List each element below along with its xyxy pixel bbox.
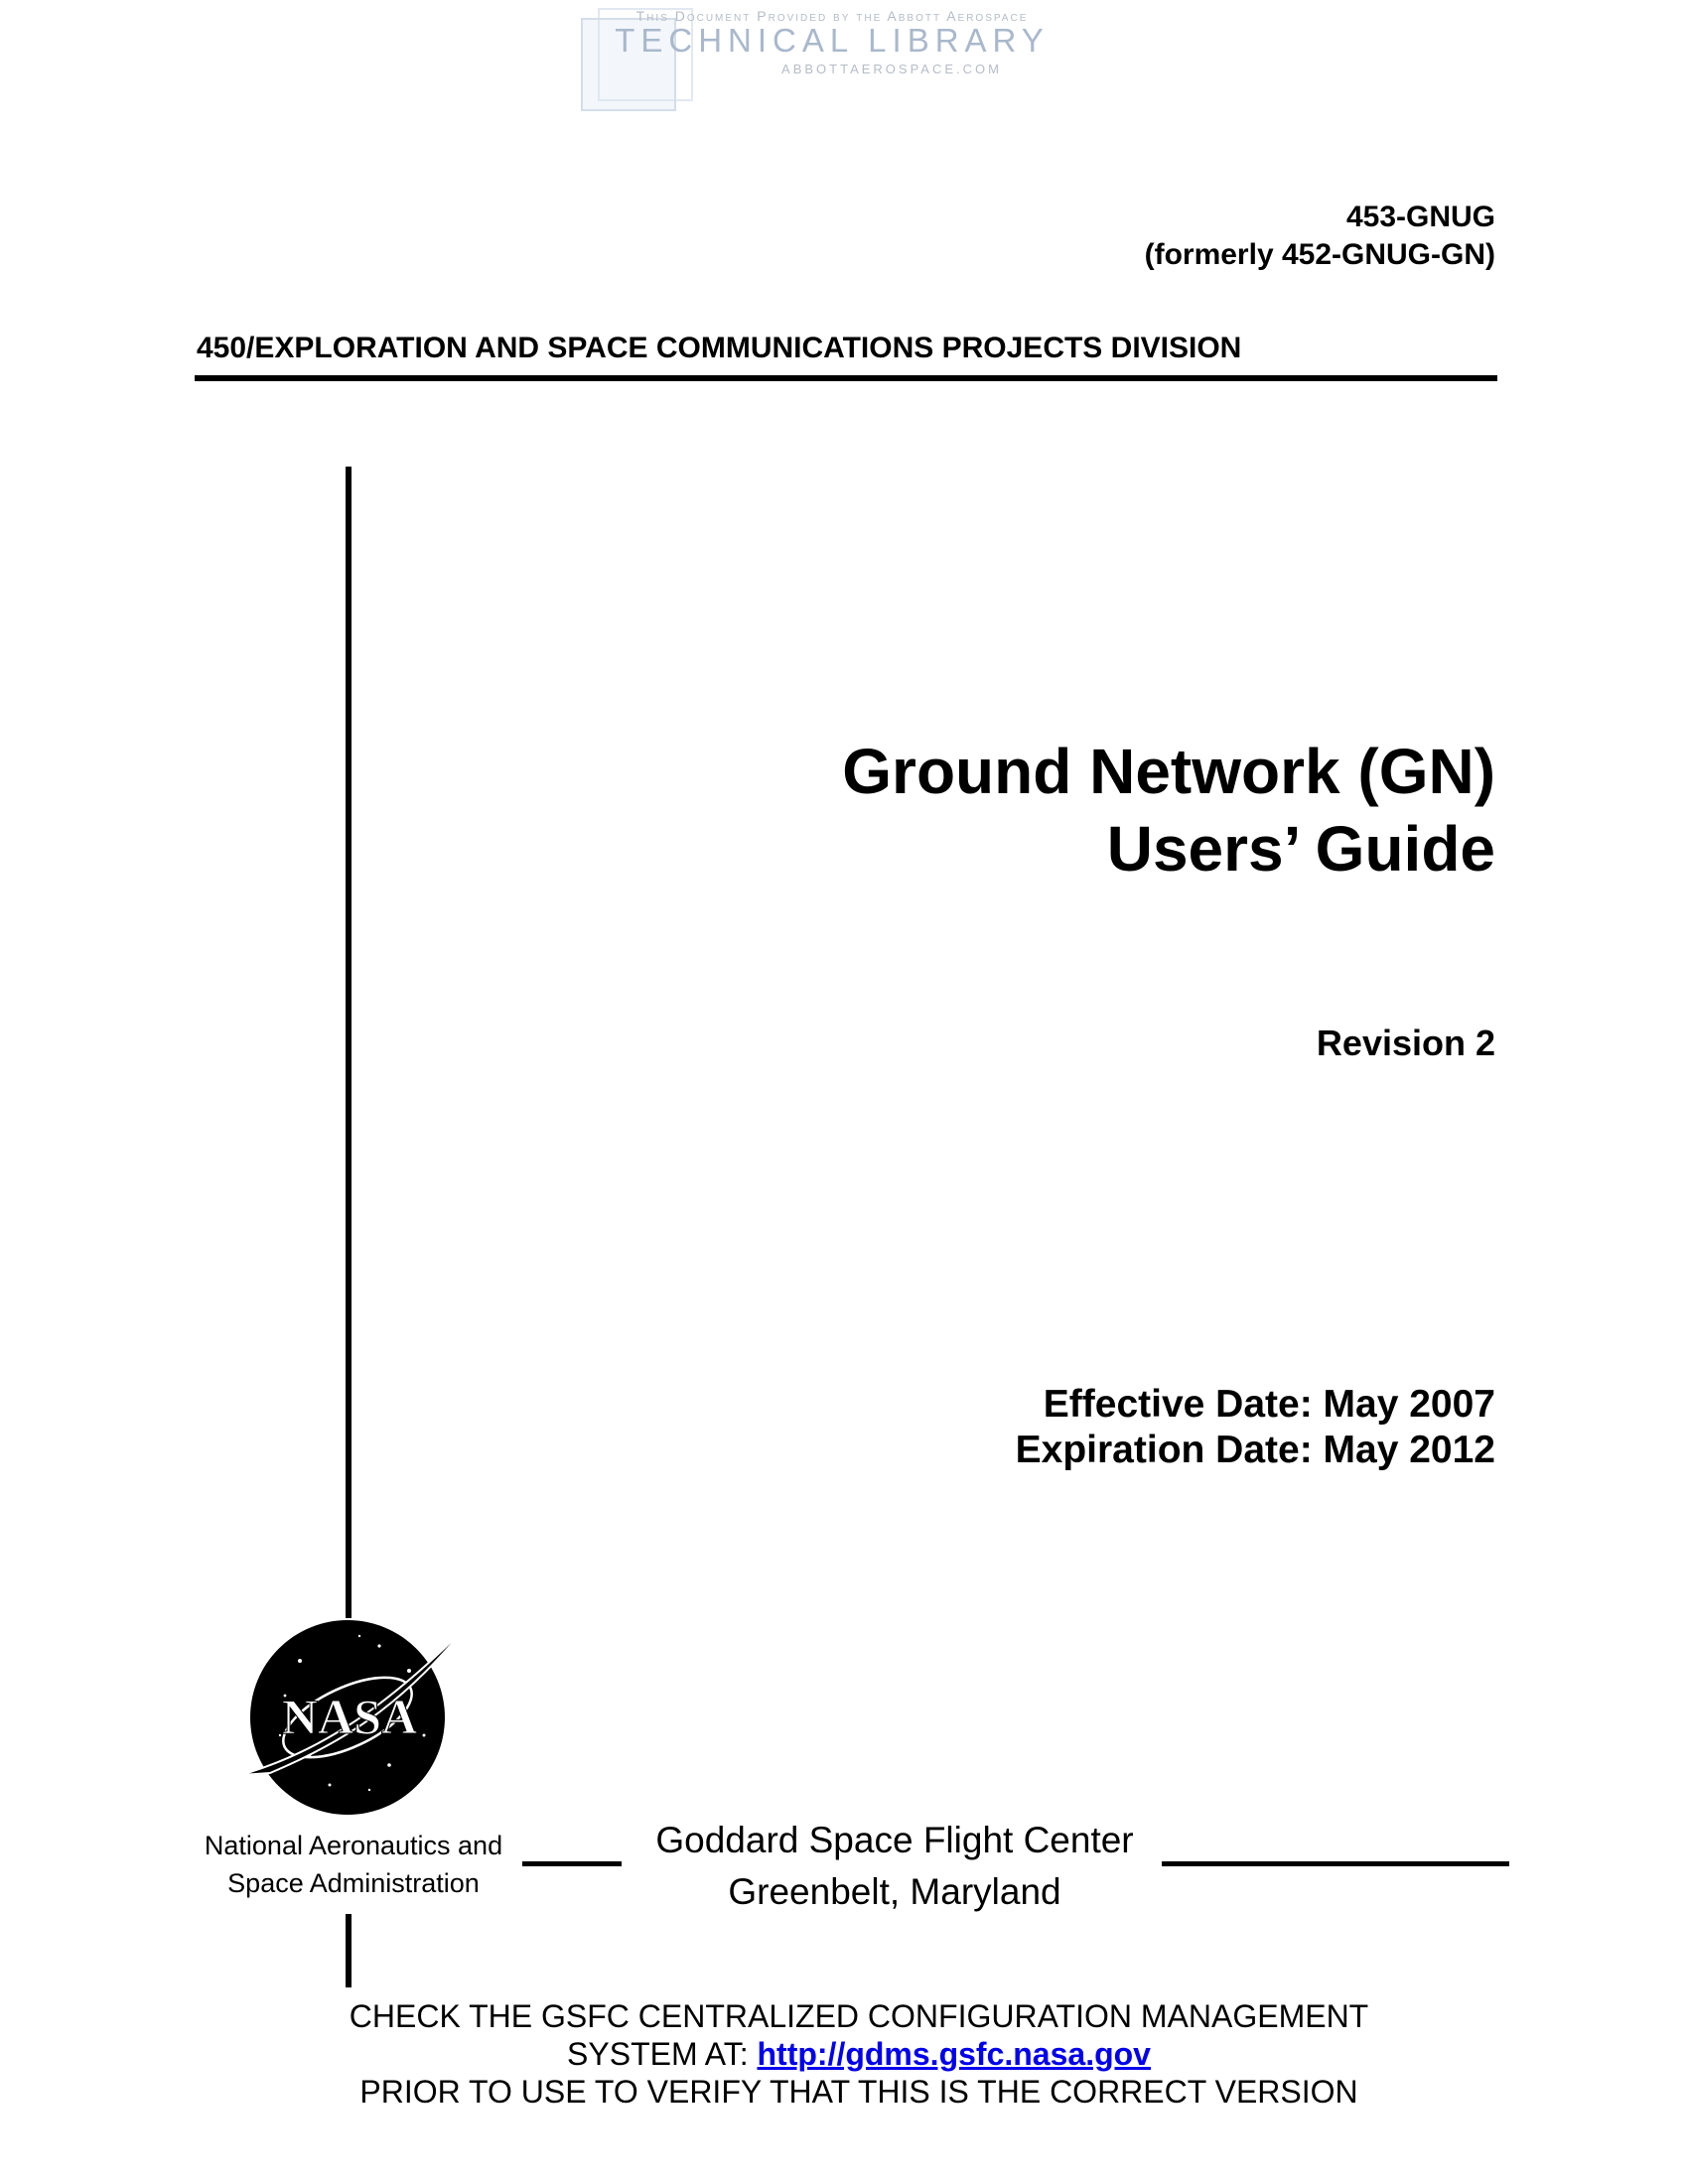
document-number: 453-GNUG	[1345, 201, 1495, 233]
watermark	[536, 4, 1092, 113]
former-document-number: (formerly 452-GNUG-GN)	[1144, 238, 1495, 271]
date-block	[1016, 1382, 1495, 1473]
division-rule	[195, 375, 1497, 381]
watermark-title: TECHNICAL LIBRARY	[615, 22, 1050, 59]
center-rule-right	[1162, 1861, 1509, 1866]
cm-notice	[298, 1997, 1420, 2111]
division-heading: 450/EXPLORATION AND SPACE COMMUNICATIONS PROJECTS DIVISION	[197, 332, 1242, 364]
center-name	[622, 1815, 1168, 1918]
agency-line-2: Space Administration	[227, 1868, 480, 1898]
center-line-2: Greenbelt, Maryland	[728, 1871, 1061, 1912]
document-number-block	[1145, 199, 1495, 274]
title-line-2: Users’ Guide	[1106, 813, 1495, 885]
center-rule-left	[522, 1861, 622, 1866]
notice-line-3: PRIOR TO USE TO VERIFY THAT THIS IS THE CORRECT VERSION	[359, 2074, 1358, 2110]
notice-line-2-prefix: SYSTEM AT:	[567, 2036, 758, 2072]
expiration-date: Expiration Date: May 2012	[1015, 1429, 1495, 1471]
agency-name	[195, 1827, 512, 1902]
agency-line-1: National Aeronautics and	[204, 1831, 503, 1860]
gdms-link[interactable]: http://gdms.gsfc.nasa.gov	[757, 2036, 1151, 2072]
watermark-provided-by: This Document Provided by the Abbott Aerospace	[635, 8, 1029, 24]
nasa-logo-text: NASA	[281, 1689, 418, 1744]
center-line-1: Goddard Space Flight Center	[655, 1820, 1134, 1860]
vertical-rule-top	[346, 467, 352, 1618]
notice-line-1: CHECK THE GSFC CENTRALIZED CONFIGURATION MANAGEMENT	[349, 1998, 1369, 2034]
effective-date: Effective Date: May 2007	[1043, 1383, 1495, 1426]
document-title	[842, 733, 1495, 887]
revision-label: Revision 2	[1316, 1023, 1495, 1063]
nasa-meatball-logo-icon	[240, 1616, 479, 1815]
notice-line-2	[298, 2035, 1420, 2073]
watermark-url: ABBOTTAEROSPACE.COM	[781, 62, 1002, 76]
title-line-1: Ground Network (GN)	[842, 736, 1495, 807]
vertical-rule-bottom	[346, 1914, 352, 1987]
